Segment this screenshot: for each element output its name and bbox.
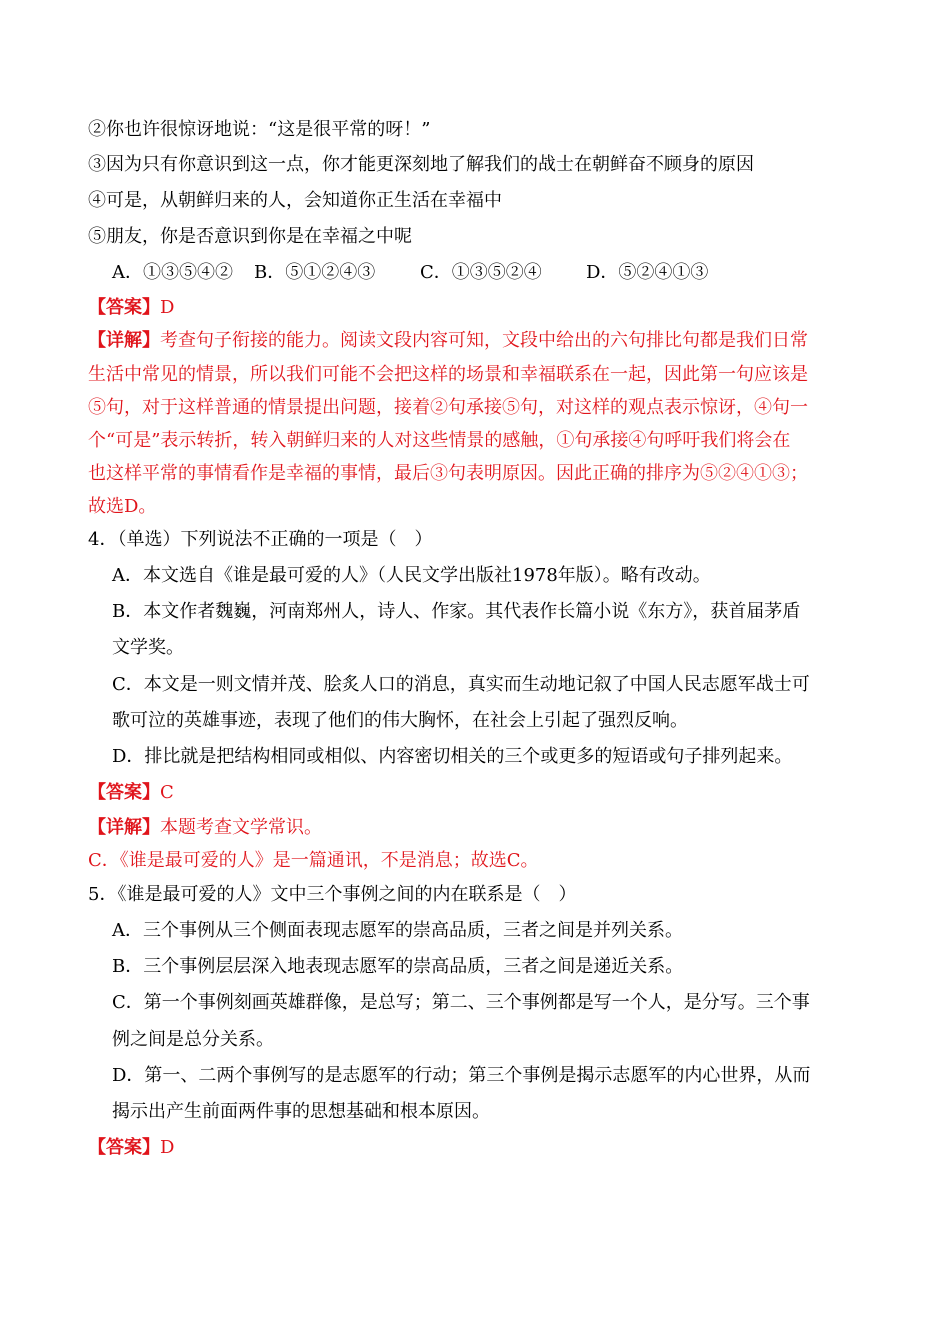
q3-option-d: D．⑤②④①③	[586, 262, 709, 283]
q3-detail-line-1: 【详解】考查句子衔接的能力。阅读文段内容可知，文段中给出的六句排比句都是我们日常	[88, 330, 808, 351]
q5-option-d: D．第一、二两个事例写的是志愿军的行动；第三个事例是揭示志愿军的内心世界，从而	[112, 1065, 811, 1086]
q4-detail-2: C．《谁是最可爱的人》是一篇通讯，不是消息；故选C。	[88, 850, 539, 871]
q4-detail: 【详解】本题考查文学常识。	[88, 817, 322, 838]
q5-option-b: B．三个事例层层深入地表现志愿军的崇高品质，三者之间是递近关系。	[112, 956, 684, 977]
answer-value: C	[160, 782, 174, 803]
q4-option-c: C．本文是一则文情并茂、脍炙人口的消息，真实而生动地记叙了中国人民志愿军战士可	[112, 674, 810, 695]
q3-item-3: ③因为只有你意识到这一点，你才能更深刻地了解我们的战士在朝鲜奋不顾身的原因	[88, 154, 754, 175]
q4-option-b-cont: 文学奖。	[112, 637, 184, 658]
q5-stem: 5．《谁是最可爱的人》文中三个事例之间的内在联系是（ ）	[88, 884, 577, 905]
q4-answer	[88, 780, 174, 806]
q4-option-a: A．本文选自《谁是最可爱的人》（人民文学出版社1978年版）。略有改动。	[112, 565, 711, 586]
q5-option-c-cont: 例之间是总分关系。	[112, 1029, 274, 1050]
q3-option-a: A．①③⑤④②	[112, 262, 233, 283]
q3-detail-line-2: 生活中常见的情景，所以我们可能不会把这样的场景和幸福联系在一起，因此第一句应该是	[88, 364, 808, 385]
q3-detail-line-5: 也这样平常的事情看作是幸福的事情，最后③句表明原因。因此正确的排序为⑤②④①③；	[88, 463, 808, 484]
q5-answer	[88, 1135, 174, 1161]
q5-option-a: A．三个事例从三个侧面表现志愿军的崇高品质，三者之间是并列关系。	[112, 920, 683, 941]
q3-answer	[88, 295, 174, 321]
detail-tag: 【详解】	[88, 817, 160, 838]
q3-item-4: ④可是，从朝鲜归来的人，会知道你正生活在幸福中	[88, 190, 502, 211]
q3-options	[112, 260, 708, 286]
q5-option-c: C．第一个事例刻画英雄群像，是总写；第二、三个事例都是写一个人，是分写。三个事	[112, 992, 810, 1013]
q4-stem: 4．（单选）下列说法不正确的一项是（ ）	[88, 529, 433, 550]
q4-option-d: D．排比就是把结构相同或相似、内容密切相关的三个或更多的短语或句子排列起来。	[112, 746, 793, 767]
q3-item-2: ②你也许很惊讶地说：“这是很平常的呀！”	[88, 119, 431, 140]
q3-item-5: ⑤朋友，你是否意识到你是在幸福之中呢	[88, 226, 412, 247]
answer-tag: 【答案】	[88, 1137, 160, 1158]
q3-detail-line-4: 个“可是”表示转折，转入朝鲜归来的人对这些情景的感触，①句承接④句呼吁我们将会在	[88, 430, 791, 451]
q4-option-c-cont: 歌可泣的英雄事迹，表现了他们的伟大胸怀，在社会上引起了强烈反响。	[112, 710, 688, 731]
answer-value: D	[160, 1137, 175, 1158]
answer-tag: 【答案】	[88, 782, 160, 803]
answer-value: D	[160, 297, 175, 318]
q3-detail-line-6: 故选D。	[88, 496, 157, 517]
q4-option-b: B．本文作者魏巍，河南郑州人，诗人、作家。其代表作长篇小说《东方》，获首届茅盾	[112, 601, 801, 622]
q3-detail-line-3: ⑤句，对于这样普通的情景提出问题，接着②句承接⑤句，对这样的观点表示惊讶，④句一	[88, 397, 808, 418]
answer-tag: 【答案】	[88, 297, 160, 318]
detail-tag: 【详解】	[88, 330, 160, 351]
q3-option-c: C．①③⑤②④	[420, 262, 542, 283]
q3-option-b: B．⑤①②④③	[254, 262, 376, 283]
q5-option-d-cont: 揭示出产生前面两件事的思想基础和根本原因。	[112, 1101, 490, 1122]
